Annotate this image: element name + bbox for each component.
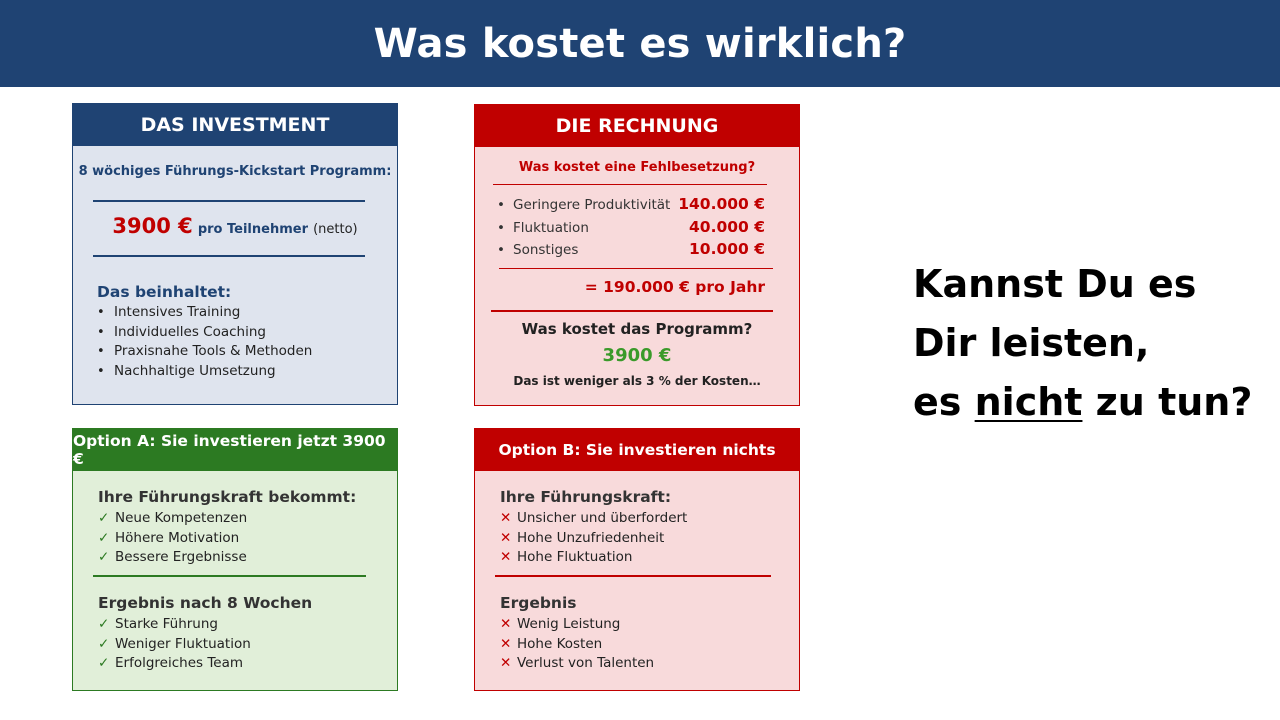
program-price: 3900 € [602, 345, 672, 366]
option-a-section2-list [98, 615, 251, 674]
option-a-section1-list [98, 509, 247, 568]
list-item: ✓ Weniger Fluktuation [98, 635, 251, 655]
investment-box [72, 103, 398, 405]
divider [499, 268, 773, 269]
check-icon: ✓ [98, 616, 110, 632]
list-item: ✕ Hohe Kosten [500, 635, 654, 655]
option-b-section1-title: Ihre Führungskraft: [500, 488, 672, 506]
includes-list [97, 303, 312, 381]
check-icon: ✓ [98, 549, 110, 565]
side-question-line2: Dir leisten, [913, 321, 1150, 365]
list-item: ✕ Hohe Unzufriedenheit [500, 529, 687, 549]
program-question: Was kostet das Programm? [521, 320, 753, 338]
includes-title: Das beinhaltet: [97, 283, 232, 301]
list-item: ✓ Starke Führung [98, 615, 251, 635]
option-b-header: Option B: Sie investieren nichts [475, 429, 799, 471]
conclusion-text: Das ist weniger als 3 % der Kosten… [513, 374, 761, 388]
price-per: pro Teilnehmer [197, 222, 308, 237]
option-a-section1-title: Ihre Führungskraft bekommt: [98, 488, 357, 506]
list-item: ✓ Erfolgreiches Team [98, 654, 251, 674]
bullet-icon [97, 303, 105, 323]
divider [93, 255, 365, 257]
investment-body [73, 146, 397, 404]
bullet-icon [97, 342, 105, 362]
list-item: • Nachhaltige Umsetzung [97, 362, 312, 382]
option-b-section2-list [500, 615, 654, 674]
page-title: Was kostet es wirklich? [373, 20, 907, 67]
price-netto: (netto) [313, 222, 358, 237]
list-item: • Praxisnahe Tools & Methoden [97, 342, 312, 362]
cross-icon: ✕ [500, 655, 512, 671]
option-b-section1-list [500, 509, 687, 568]
check-icon: ✓ [98, 655, 110, 671]
cross-icon: ✕ [500, 549, 512, 565]
cross-icon: ✕ [500, 616, 512, 632]
bullet-icon [97, 362, 105, 382]
list-item: ✓ Höhere Motivation [98, 529, 247, 549]
list-item: • Intensives Training [97, 303, 312, 323]
calculation-header: DIE RECHNUNG [475, 105, 799, 147]
option-a-body [73, 471, 397, 690]
list-item: • Individuelles Coaching [97, 323, 312, 343]
total-value: = 190.000 € pro Jahr [584, 278, 765, 296]
price-line [73, 214, 397, 238]
option-a-section2-title: Ergebnis nach 8 Wochen [98, 594, 313, 612]
list-item: ✓ Bessere Ergebnisse [98, 548, 247, 568]
underlined-word: nicht [974, 380, 1083, 424]
side-question [913, 255, 1252, 432]
check-icon: ✓ [98, 529, 110, 546]
list-item: ✕ Verlust von Talenten [500, 654, 654, 674]
title-bar [0, 0, 1280, 87]
cross-icon: ✕ [500, 635, 512, 652]
bullet-icon: • [497, 242, 505, 258]
bullet-icon: • [497, 197, 505, 213]
list-item: ✕ Wenig Leistung [500, 615, 654, 635]
option-b-body [475, 471, 799, 690]
option-a-box [72, 428, 398, 691]
divider [93, 200, 365, 202]
program-name: 8 wöchiges Führungs-Kickstart Programm: [78, 164, 392, 179]
price-value: 3900 € [112, 214, 193, 238]
cost-question: Was kostet eine Fehlbesetzung? [518, 160, 756, 175]
cross-icon: ✕ [500, 510, 512, 526]
list-item: ✓ Neue Kompetenzen [98, 509, 247, 529]
bullet-icon: • [497, 220, 505, 236]
side-question-line1: Kannst Du es [913, 262, 1197, 306]
list-item: ✕ Unsicher und überfordert [500, 509, 687, 529]
calculation-body: Was kostet eine Fehlbesetzung? • Geringere Produktivität 140.000 € • Fluktuation 40.000 € • Sonstiges 10.000 € = 190.000 € pro Jahr Was kostet das Programm? 3900 € Das ist weniger als 3 % der Kosten… [475, 147, 799, 405]
bullet-icon [97, 323, 105, 343]
option-b-box [474, 428, 800, 691]
divider [491, 310, 773, 312]
calculation-box [474, 104, 800, 406]
divider [495, 575, 771, 577]
divider [93, 575, 366, 577]
divider [493, 184, 767, 185]
check-icon: ✓ [98, 635, 110, 652]
check-icon: ✓ [98, 510, 110, 526]
investment-header: DAS INVESTMENT [73, 104, 397, 146]
side-question-line3: es nicht zu tun? [913, 380, 1253, 424]
option-b-section2-title: Ergebnis [500, 594, 577, 612]
cross-icon: ✕ [500, 529, 512, 546]
option-a-header: Option A: Sie investieren jetzt 3900 € [73, 429, 397, 471]
list-item: ✕ Hohe Fluktuation [500, 548, 687, 568]
